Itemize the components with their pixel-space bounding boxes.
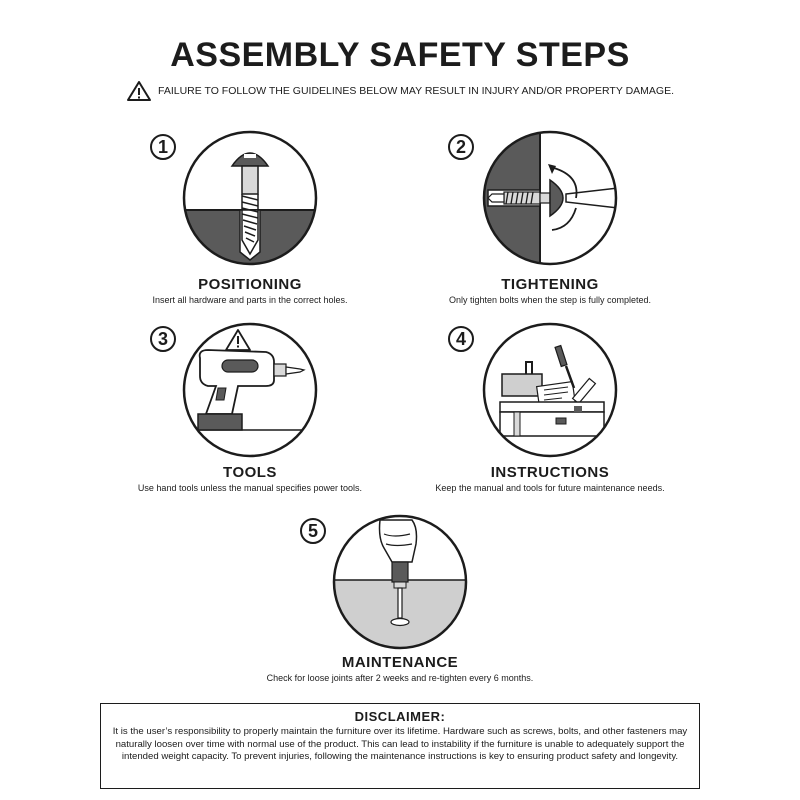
step-positioning — [100, 130, 400, 310]
step-description: Insert all hardware and parts in the correct holes. — [152, 295, 348, 305]
step-heading: INSTRUCTIONS — [490, 464, 610, 481]
step-description: Check for loose joints after 2 weeks and re-tighten every 6 months. — [266, 673, 534, 683]
step-description: Use hand tools unless the manual specifies power tools. — [137, 483, 363, 493]
step-heading: TOOLS — [223, 464, 277, 481]
step-heading: POSITIONING — [198, 276, 302, 293]
disclaimer-title: DISCLAIMER: — [354, 709, 446, 724]
step-number: 2 — [448, 134, 474, 160]
power-drill-icon — [182, 322, 318, 458]
step-number: 4 — [448, 326, 474, 352]
step-maintenance — [250, 514, 550, 694]
step-number: 3 — [150, 326, 176, 352]
warning-text: FAILURE TO FOLLOW THE GUIDELINES BELOW MAY RESULT IN INJURY AND/OR PROPERTY DAMAGE. — [158, 85, 674, 97]
step-description: Keep the manual and tools for future maintenance needs. — [435, 483, 665, 493]
bolt-tightening-icon — [482, 130, 618, 266]
step-tools — [100, 322, 400, 502]
page-title: ASSEMBLY SAFETY STEPS — [170, 36, 630, 74]
toolbox-manual-icon — [482, 322, 618, 458]
screwdriver-maintenance-icon — [332, 514, 468, 650]
step-heading: TIGHTENING — [501, 276, 599, 293]
step-description: Only tighten bolts when the step is fully completed. — [448, 295, 652, 305]
step-instructions — [400, 322, 700, 502]
warning-triangle-icon — [126, 80, 152, 102]
step-tightening — [400, 130, 700, 310]
disclaimer-box — [100, 703, 700, 789]
screw-positioning-icon — [182, 130, 318, 266]
warning-line — [0, 80, 800, 102]
step-number: 5 — [300, 518, 326, 544]
step-number: 1 — [150, 134, 176, 160]
step-heading: MAINTENANCE — [341, 654, 459, 671]
disclaimer-text: It is the user’s responsibility to properly maintain the furniture over its lifetime. Hardware such as screws, bolts, and other fasteners may naturally loosen over time with normal use of the product. This can lead to instability if the furniture is unable to adequately support the intended weight capacity. To prevent injuries, following the maintenance instructions is key to ensuring product safety and longevity. — [112, 726, 688, 763]
